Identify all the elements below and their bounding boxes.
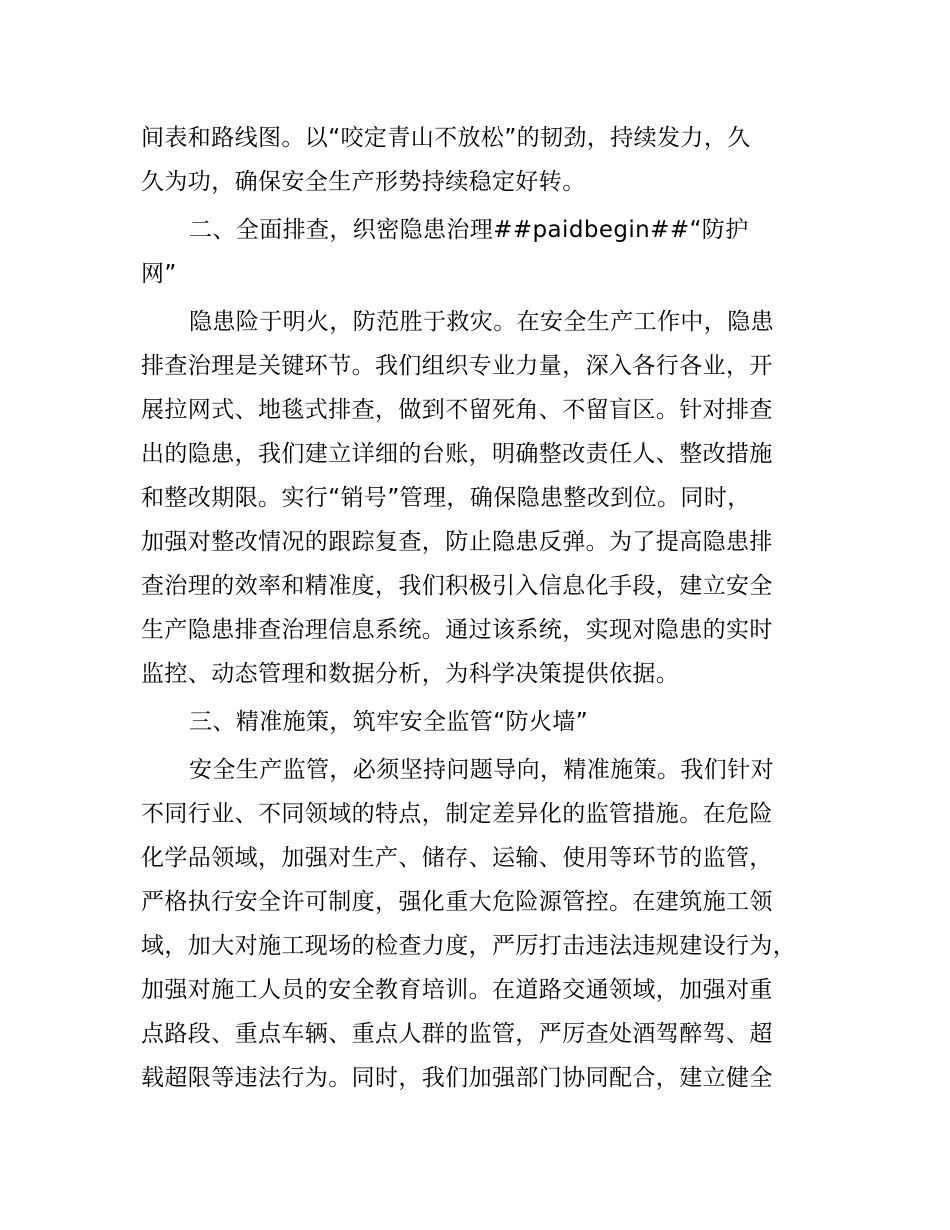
text-line: 严格执行安全许可制度，强化重大危险源管控。在建筑施工领	[141, 889, 773, 915]
text-line: 生产隐患排查治理信息系统。通过该系统，实现对隐患的实时	[141, 617, 773, 643]
text-line: 点路段、重点车辆、重点人群的监管，严厉查处酒驾醉驾、超	[141, 1021, 773, 1047]
section-heading	[141, 700, 841, 744]
text-line: 加强对施工人员的安全教育培训。在道路交通领域，加强对重	[141, 977, 773, 1003]
text-line: 载超限等违法行为。同时，我们加强部门协同配合，建立健全	[141, 1065, 773, 1091]
text-line: 出的隐患，我们建立详细的台账，明确整改责任人、整改措施	[141, 441, 773, 467]
heading-line: 二、全面排查，织密隐患治理##paidbegin##“防护	[189, 217, 749, 243]
heading-line: 网”	[141, 261, 177, 287]
text-line: 监控、动态管理和数据分析，为科学决策提供依据。	[141, 661, 680, 687]
text-line: 化学品领域，加强对生产、储存、运输、使用等环节的监管，	[141, 845, 773, 871]
text-line: 不同行业、不同领域的特点，制定差异化的监管措施。在危险	[141, 801, 773, 827]
text-line: 和整改期限。实行“销号”管理，确保隐患整改到位。同时，	[141, 485, 751, 511]
text-line: 间表和路线图。以“咬定青山不放松”的韧劲，持续发力，久	[141, 125, 751, 151]
text-line: 安全生产监管，必须坚持问题导向，精准施策。我们针对	[189, 757, 774, 783]
body-paragraph	[141, 116, 841, 204]
text-line: 域，加大对施工现场的检查力度，严厉打击违法违规建设行为，	[141, 933, 797, 959]
body-paragraph	[141, 748, 841, 1100]
heading-line: 三、精准施策，筑牢安全监管“防火墙”	[189, 709, 589, 735]
section-heading	[141, 208, 841, 296]
body-paragraph	[141, 300, 841, 696]
text-line: 查治理的效率和精准度，我们积极引入信息化手段，建立安全	[141, 573, 773, 599]
text-line: 加强对整改情况的跟踪复查，防止隐患反弹。为了提高隐患排	[141, 529, 773, 555]
text-line: 隐患险于明火，防范胜于救灾。在安全生产工作中，隐患	[189, 309, 774, 335]
document-body	[141, 116, 841, 1104]
text-line: 排查治理是关键环节。我们组织专业力量，深入各行各业，开	[141, 353, 773, 379]
text-line: 久为功，确保安全生产形势持续稳定好转。	[141, 169, 586, 195]
text-line: 展拉网式、地毯式排查，做到不留死角、不留盲区。针对排查	[141, 397, 773, 423]
